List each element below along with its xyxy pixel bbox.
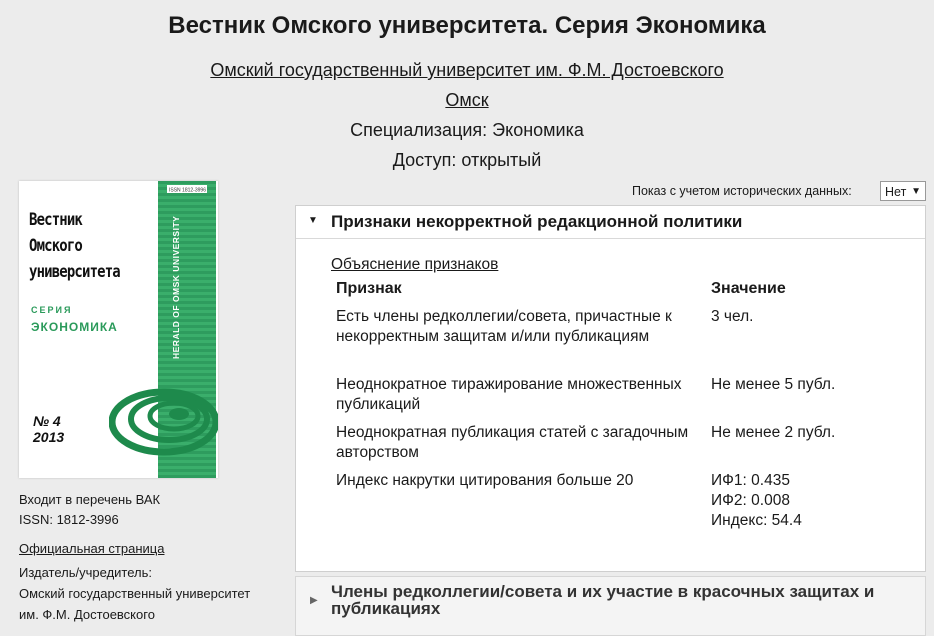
university-line: [0, 58, 934, 82]
table-row-sign: Неоднократное тиражирование множественных публикаций: [336, 376, 682, 413]
column-header-sign: Признак: [336, 280, 402, 297]
table-row-sign: Есть члены редколлегии/совета, причастные к некорректным защитам и/или публикациям: [336, 308, 672, 345]
cover-vertical-label: HERALD OF OMSK UNIVERSITY: [171, 215, 181, 359]
table-row-sign: Индекс накрутки цитирования больше 20: [336, 472, 634, 489]
cover-title-line: Омского: [29, 236, 83, 256]
editorial-board-panel[interactable]: [295, 576, 926, 636]
cover-issn-text: ISSN 1812-3996: [169, 187, 206, 193]
city-link[interactable]: Омск: [445, 90, 489, 110]
cover-logo-spiral: [109, 386, 218, 456]
panel-title: Признаки некорректной редакционной политики: [331, 212, 743, 231]
table-row-value: Не менее 2 публ.: [711, 424, 836, 441]
official-page: [19, 540, 164, 558]
journal-cover: [19, 181, 218, 478]
panel-header[interactable]: [296, 206, 925, 239]
university-link[interactable]: Омский государственный университет им. Ф.М. Достоевского: [210, 60, 724, 80]
table-row-sign: Неоднократная публикация статей с загадочным авторством: [336, 424, 689, 461]
table-row-value: Не менее 5 публ.: [711, 376, 836, 393]
publisher-name-line2: им. Ф.М. Достоевского: [19, 607, 155, 622]
page-title: Вестник Омского университета. Серия Экономика: [168, 12, 766, 39]
cover-title-line: Вестник: [29, 210, 83, 230]
issn: ISSN: 1812-3996: [19, 512, 119, 527]
history-select-value: Нет: [885, 185, 907, 199]
panel-title: Члены редколлегии/совета и их участие в красочных защитах и публикациях: [331, 582, 875, 618]
explain-link-wrap: [331, 255, 498, 275]
caret-right-icon: ▶: [310, 595, 318, 606]
publisher-label: Издатель/учредитель:: [19, 565, 152, 580]
specialization: Специализация: Экономика: [350, 120, 584, 140]
cover-issue-number: № 4: [33, 413, 61, 429]
cover-issn-strip: [167, 185, 207, 193]
history-label: Показ с учетом исторических данных:: [632, 184, 852, 198]
explain-link[interactable]: Объяснение признаков: [331, 256, 499, 273]
cover-vertical-text: [169, 201, 183, 361]
table-row-value: 3 чел.: [711, 308, 754, 325]
column-header-value: Значение: [711, 280, 786, 297]
caret-down-icon: ▼: [308, 215, 318, 226]
history-select[interactable]: [880, 181, 926, 201]
cover-series-name: ЭКОНОМИКА: [31, 320, 118, 334]
publisher-name-line1: Омский государственный университет: [19, 586, 251, 601]
chevron-down-icon: ▼: [911, 186, 921, 197]
cover-title: [29, 207, 120, 285]
city-line: [0, 88, 934, 112]
cover-title-line: университета: [29, 262, 120, 282]
cover-issue: [33, 413, 64, 445]
cover-issue-year: 2013: [33, 429, 65, 445]
cover-series-label: СЕРИЯ: [31, 305, 73, 315]
table-row-value: ИФ1: 0.435 ИФ2: 0.008 Индекс: 54.4: [711, 472, 802, 529]
official-page-link[interactable]: Официальная страница: [19, 541, 165, 556]
access-status: Доступ: открытый: [392, 150, 542, 170]
editorial-policy-panel: [295, 205, 926, 572]
vak-status: Входит в перечень ВАК: [19, 492, 161, 507]
